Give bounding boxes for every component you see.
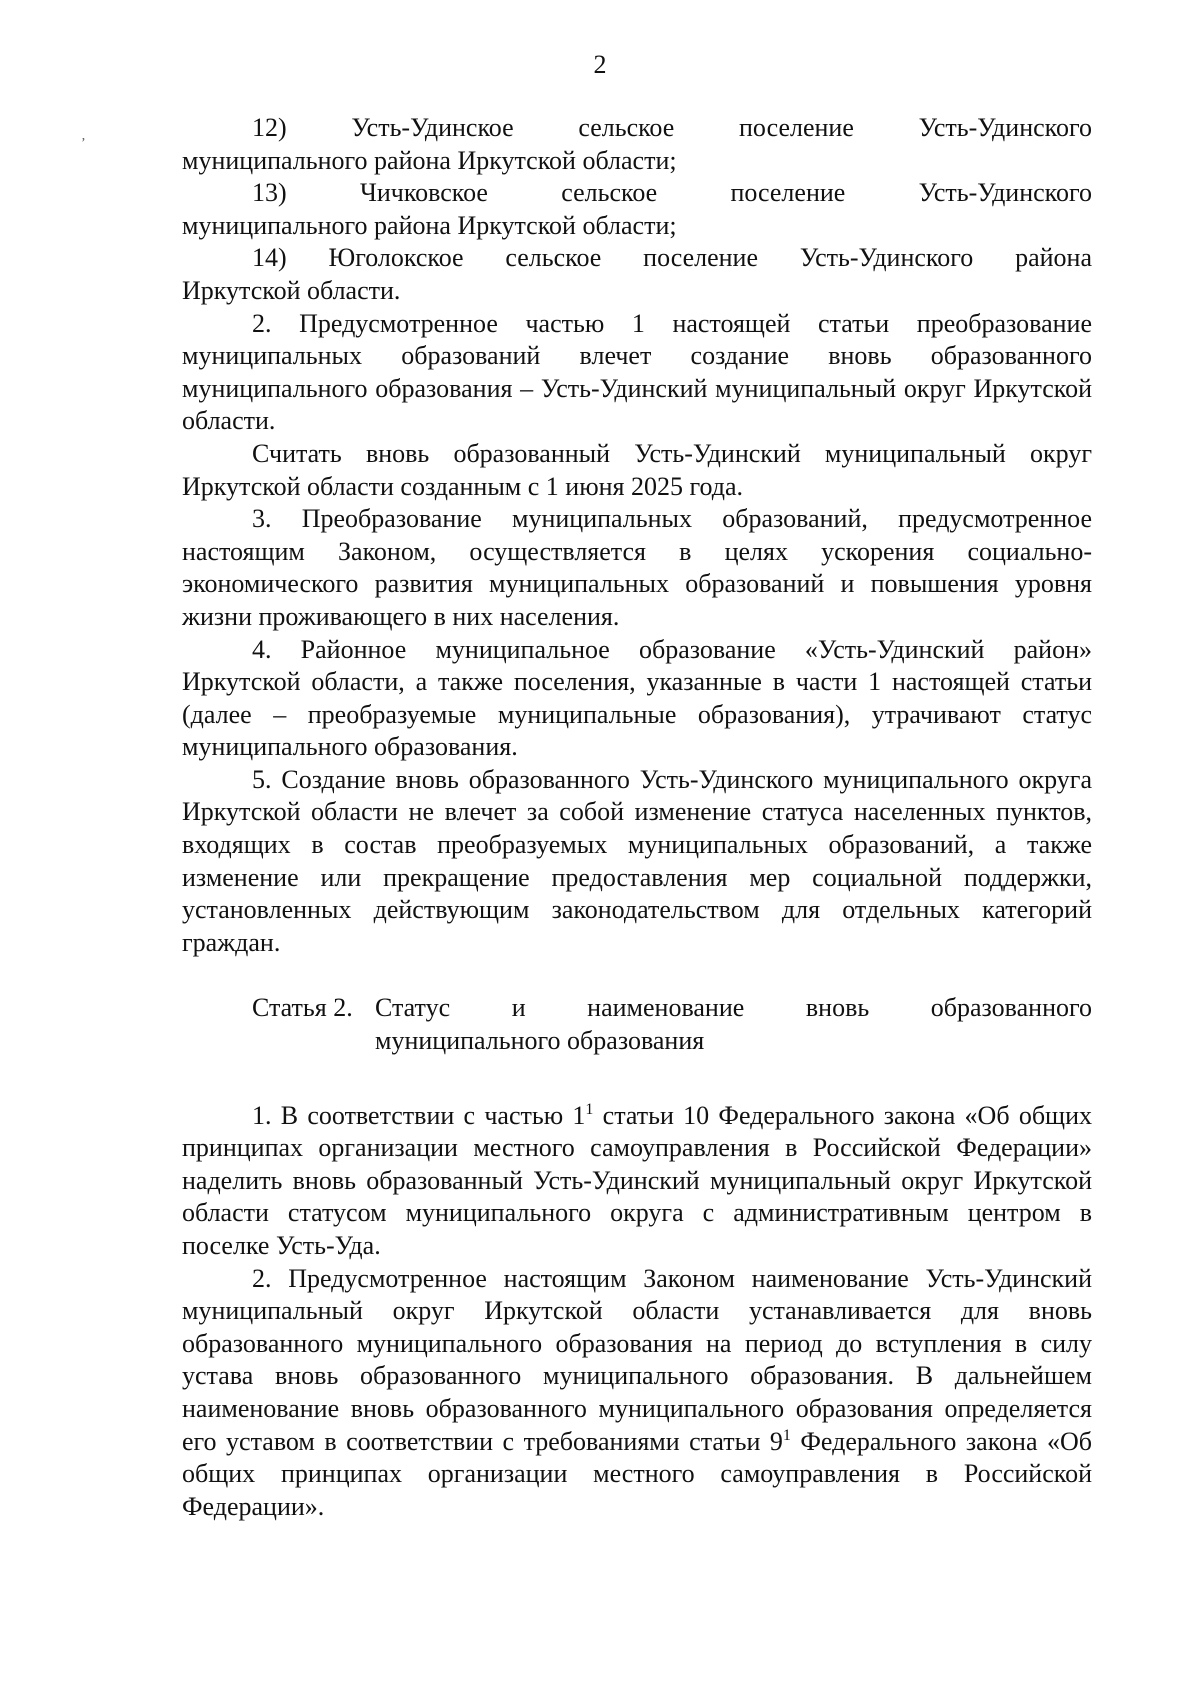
paragraph-part-5: 5. Создание вновь образованного Усть-Удинского муниципального округа Иркутской области не влечет за собой изменение статуса населенных пунктов, входящих в состав преобразуемых муниципальных образований, а также изменение или прекращение предоставления мер социальной поддержки, установленных действующим законодательством для отдельных категорий граждан. xyxy=(182,764,1092,957)
article-paragraph-2-text-a: 2. Предусмотренное настоящим Законом наименование Усть-Удинский муниципальный округ Иркутской области устанавливается для вновь образованного муниципального образования на период до вступления в силу устава вновь образованного муниципального образования. В дальнейшем наименование вновь образованного муниципального образования определяется его уставом в соответствии с требованиями статьи 9 xyxy=(182,1263,1092,1456)
list-item-12-line1: 12) Усть-Удинское сельское поселение Усть-Удинского xyxy=(252,113,1092,142)
article-title-line1: Статус и наименование вновь образованного xyxy=(375,993,1092,1023)
article-heading xyxy=(182,992,1092,1057)
list-item-13-line2: муниципального района Иркутской области; xyxy=(182,210,677,240)
paragraph-part-4: 4. Районное муниципальное образование «Усть-Удинский район» Иркутской области, а также поселения, указанные в части 1 настоящей статьи (далее – преобразуемые муниципальные образования), утрачивают статус муниципального образования. xyxy=(182,634,1092,762)
list-item-14-line2: Иркутской области. xyxy=(182,275,401,305)
article-paragraph-1-text-a: 1. В соответствии с частью 1 xyxy=(252,1100,586,1130)
page-number: 2 xyxy=(593,50,607,79)
article-title-line2: муниципального образования xyxy=(375,1026,705,1056)
list-item-14-line1: 14) Юголокское сельское поселение Усть-Удинского района xyxy=(252,243,1092,273)
article-paragraph-1 xyxy=(182,1100,1092,1263)
article-label: Статья 2. xyxy=(252,993,353,1023)
article-paragraph-2 xyxy=(182,1263,1092,1524)
list-item-13-line1: 13) Чичковское сельское поселение Усть-Удинского xyxy=(252,178,1092,208)
margin-mark: ʼ xyxy=(81,136,86,151)
article-paragraph-2-text-b: Федерального закона «Об общих принципах организации местного самоуправления в Российской Федерации». xyxy=(182,1426,1092,1521)
article-paragraph-1-text-b: статьи 10 Федерального закона «Об общих принципах организации местного самоуправления в Российской Федерации» наделить вновь образованный Усть-Удинский муниципальный округ Иркутской области статусом муниципального округа с административным центром в поселке Усть-Уда. xyxy=(182,1100,1092,1260)
paragraph-part-3: 3. Преобразование муниципальных образований, предусмотренное настоящим Законом, осуществляется в целях ускорения социально-экономического развития муниципальных образований и повышения уровня жизни проживающего в них населения. xyxy=(182,504,1092,631)
superscript: 1 xyxy=(585,1100,594,1118)
article-title xyxy=(375,992,1092,1057)
superscript: 1 xyxy=(782,1426,791,1444)
paragraph-part-2: 2. Предусмотренное частью 1 настоящей статьи преобразование муниципальных образований влечет создание вновь образованного муниципального образования – Усть-Удинский муниципальный округ Иркутской области. xyxy=(182,308,1092,436)
document-body xyxy=(182,112,1092,1523)
paragraph-effective-date: Считать вновь образованный Усть-Удинский муниципальный округ Иркутской области созданным с 1 июня 2025 года. xyxy=(182,438,1092,501)
list-item-12-line2: муниципального района Иркутской области; xyxy=(182,145,677,175)
